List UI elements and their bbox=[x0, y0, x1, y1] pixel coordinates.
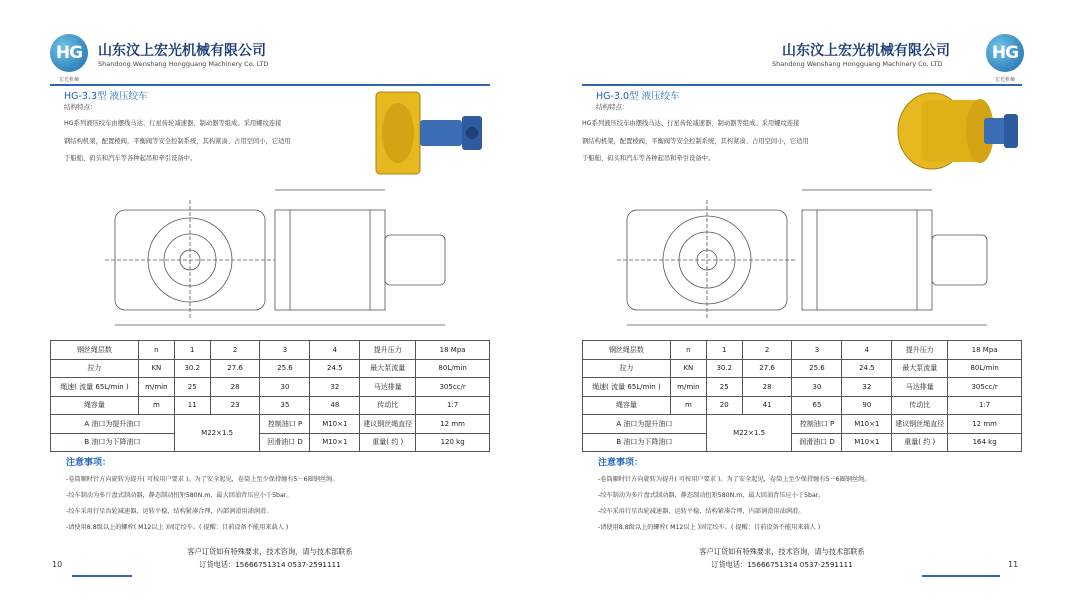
table-cell: KN bbox=[138, 359, 174, 378]
contact-phone: 订货电话：15666751314 0537-2591111 bbox=[711, 560, 853, 569]
table-cell: 28 bbox=[210, 378, 260, 397]
table-cell: 1 bbox=[706, 341, 742, 360]
table-cell: 重量( 约 ) bbox=[892, 433, 948, 452]
table-cell: 1:7 bbox=[416, 396, 490, 415]
table-cell: 25.6 bbox=[792, 359, 842, 378]
company-logo: HG bbox=[50, 34, 88, 72]
page-header bbox=[50, 32, 490, 84]
table-cell: 绳容量 bbox=[51, 396, 139, 415]
table-cell: 重量( 约 ) bbox=[360, 433, 416, 452]
table-cell: 控制油口 P bbox=[260, 415, 310, 434]
table-cell: 30 bbox=[260, 378, 310, 397]
company-name-cn: 山东汶上宏光机械有限公司 bbox=[98, 43, 266, 59]
model-title: HG-3.3型 液压绞车 bbox=[64, 91, 148, 102]
contact-info bbox=[662, 545, 902, 571]
table-cell: n bbox=[138, 341, 174, 360]
table-cell: 拉力 bbox=[583, 359, 671, 378]
table-cell: 3 bbox=[792, 341, 842, 360]
table-cell: 20 bbox=[706, 396, 742, 415]
contact-line: 客户订货如有特殊要求，技术咨询，请与技术部联系 bbox=[699, 547, 865, 556]
table-cell: 30.2 bbox=[174, 359, 210, 378]
features-text bbox=[64, 115, 334, 168]
table-cell: 控制油口 P bbox=[792, 415, 842, 434]
table-cell: 164 kg bbox=[948, 433, 1022, 452]
table-row bbox=[583, 396, 1022, 415]
table-cell: 32 bbox=[310, 378, 360, 397]
table-cell: M22×1.5 bbox=[706, 415, 792, 452]
table-cell: M22×1.5 bbox=[174, 415, 260, 452]
table-row bbox=[51, 433, 490, 452]
features-text bbox=[582, 115, 852, 168]
table-cell: 65 bbox=[792, 396, 842, 415]
table-cell: 28 bbox=[742, 378, 792, 397]
features-line: 钢结构机架，配置棱阀，平衡阀等安全控制系统，其构紧凑、占用空间小，它适用 bbox=[582, 137, 809, 145]
table-cell: 建议钢丝绳直径 bbox=[892, 415, 948, 434]
note-item: -卷筒顺时针方向旋转为提升( 可按用户要求 )。为了安全起见，卷筒上至少保持缠有5－6圈钢丝绳。 bbox=[598, 476, 871, 483]
table-cell: 提升压力 bbox=[892, 341, 948, 360]
table-cell: 18 Mpa bbox=[948, 341, 1022, 360]
table-cell: 最大泵流量 bbox=[892, 359, 948, 378]
table-cell: A 油口为提升油口 bbox=[51, 415, 175, 434]
table-cell: 钢丝绳层数 bbox=[51, 341, 139, 360]
company-name-en: Shandong Wenshang Hongguang Machinery Co. LTD bbox=[98, 60, 269, 68]
table-cell: 11 bbox=[174, 396, 210, 415]
table-cell: 32 bbox=[842, 378, 892, 397]
table-cell: 27.6 bbox=[742, 359, 792, 378]
table-cell: 绳容量 bbox=[583, 396, 671, 415]
note-item: -绞车制动为多片盘式制动器，静态制动扭矩580N.m，最大回油背压应小于5bar。 bbox=[66, 492, 293, 499]
features-title: 结构特点： bbox=[64, 103, 97, 111]
table-cell: 提升压力 bbox=[360, 341, 416, 360]
table-cell: 120 kg bbox=[416, 433, 490, 452]
features-line: 钢结构机架，配置棱阀，平衡阀等安全控制系统，其构紧凑、占用空间小，它适用 bbox=[64, 137, 291, 145]
table-cell: 传动比 bbox=[892, 396, 948, 415]
table-cell: 12 mm bbox=[416, 415, 490, 434]
notes-list bbox=[66, 472, 466, 536]
table-cell: m/min bbox=[138, 378, 174, 397]
table-cell: 马达排量 bbox=[360, 378, 416, 397]
table-cell: M10×1 bbox=[310, 433, 360, 452]
table-cell: 1:7 bbox=[948, 396, 1022, 415]
table-cell: 80L/min bbox=[948, 359, 1022, 378]
table-cell: 35 bbox=[260, 396, 310, 415]
logo-caption: 宏光机械 bbox=[58, 77, 79, 83]
table-cell: KN bbox=[670, 359, 706, 378]
spec-table bbox=[582, 340, 1022, 452]
table-cell: 2 bbox=[210, 341, 260, 360]
table-cell: 1 bbox=[174, 341, 210, 360]
page-number: 11 bbox=[1008, 560, 1019, 569]
features-line: 于船舶、码头和汽车等各种起吊和牵引设备中。 bbox=[64, 155, 197, 162]
note-item: -绞车采用行星齿轮减速器，运转平稳，结构紧凑合理，内部润滑用油润滑。 bbox=[66, 508, 273, 515]
table-cell: m bbox=[670, 396, 706, 415]
table-cell: 30.2 bbox=[706, 359, 742, 378]
table-cell: 马达排量 bbox=[892, 378, 948, 397]
table-row bbox=[583, 433, 1022, 452]
table-cell: 25 bbox=[174, 378, 210, 397]
winch-technical-drawing bbox=[617, 180, 997, 335]
logo-caption: 宏光机械 bbox=[994, 77, 1015, 83]
table-row bbox=[51, 341, 490, 360]
table-cell: 25.6 bbox=[260, 359, 310, 378]
table-cell: 4 bbox=[310, 341, 360, 360]
table-cell: 27.6 bbox=[210, 359, 260, 378]
table-cell: 4 bbox=[842, 341, 892, 360]
table-row bbox=[583, 341, 1022, 360]
table-cell: 绳速( 流量 65L/min ) bbox=[51, 378, 139, 397]
notes-list bbox=[598, 472, 998, 536]
table-cell: 2 bbox=[742, 341, 792, 360]
company-logo: HG bbox=[986, 34, 1024, 72]
features-title: 结构特点： bbox=[596, 103, 629, 111]
table-row bbox=[51, 415, 490, 434]
company-name-en: Shandong Wenshang Hongguang Machinery Co. LTD bbox=[772, 60, 943, 68]
page-header bbox=[582, 32, 1022, 84]
table-cell: A 油口为提升油口 bbox=[583, 415, 707, 434]
table-cell: 12 mm bbox=[948, 415, 1022, 434]
table-row bbox=[51, 396, 490, 415]
winch-technical-drawing bbox=[105, 180, 465, 335]
table-cell: m/min bbox=[670, 378, 706, 397]
note-item: -绞车采用行星齿轮减速器，运转平稳，结构紧凑合理，内部润滑用油润滑。 bbox=[598, 508, 805, 515]
table-cell: 传动比 bbox=[360, 396, 416, 415]
table-cell: 30 bbox=[792, 378, 842, 397]
table-cell: 建议钢丝绳直径 bbox=[360, 415, 416, 434]
catalog-page-left bbox=[50, 20, 490, 582]
table-cell: 18 Mpa bbox=[416, 341, 490, 360]
table-cell: B 油口为下降油口 bbox=[51, 433, 175, 452]
table-cell: m bbox=[138, 396, 174, 415]
company-name-cn: 山东汶上宏光机械有限公司 bbox=[782, 43, 950, 59]
table-cell: 3 bbox=[260, 341, 310, 360]
table-cell: 305cc/r bbox=[416, 378, 490, 397]
table-cell: M10×1 bbox=[310, 415, 360, 434]
table-row bbox=[583, 378, 1022, 397]
table-cell: 润滑油口 D bbox=[792, 433, 842, 452]
table-row bbox=[583, 415, 1022, 434]
table-cell: 48 bbox=[310, 396, 360, 415]
contact-phone: 订货电话：15666751314 0537-2591111 bbox=[199, 560, 341, 569]
table-cell: 23 bbox=[210, 396, 260, 415]
features-line: HG系列液压绞车由摆线马达、行星齿轮减速器、制动器等组成。采用螺纹连接 bbox=[582, 120, 800, 127]
table-cell: 拉力 bbox=[51, 359, 139, 378]
winch-photo bbox=[892, 86, 1022, 176]
table-cell: 24.5 bbox=[842, 359, 892, 378]
model-title: HG-3.0型 液压绞车 bbox=[596, 91, 680, 102]
table-cell: B 油口为下降油口 bbox=[583, 433, 707, 452]
table-cell: M10×1 bbox=[842, 415, 892, 434]
table-cell: 90 bbox=[842, 396, 892, 415]
note-item: -请使用8.8级以上的螺栓( M12以上 )固定绞车。( 提醒：目前设备不能用来载人 ) bbox=[66, 524, 289, 531]
footer-rule bbox=[72, 575, 132, 577]
table-cell: 41 bbox=[742, 396, 792, 415]
table-cell: 最大泵流量 bbox=[360, 359, 416, 378]
table-row bbox=[583, 359, 1022, 378]
table-cell: M10×1 bbox=[842, 433, 892, 452]
table-cell: 80L/min bbox=[416, 359, 490, 378]
table-row bbox=[51, 378, 490, 397]
winch-photo bbox=[370, 86, 490, 181]
contact-line: 客户订货如有特殊要求，技术咨询，请与技术部联系 bbox=[187, 547, 353, 556]
table-cell: 25 bbox=[706, 378, 742, 397]
note-item: -请使用8.8级以上的螺栓( M12以上 )固定绞车。( 提醒：目前设备不能用来载人 ) bbox=[598, 524, 821, 531]
table-cell: 钢丝绳层数 bbox=[583, 341, 671, 360]
notes-title: 注意事项： bbox=[66, 458, 112, 468]
contact-info bbox=[150, 545, 390, 571]
note-item: -绞车制动为多片盘式制动器，静态制动扭矩580N.m，最大回油背压应小于5bar。 bbox=[598, 492, 825, 499]
table-cell: n bbox=[670, 341, 706, 360]
table-cell: 绳速( 流量 65L/min ) bbox=[583, 378, 671, 397]
catalog-page-right bbox=[582, 20, 1022, 582]
features-line: 于船舶、码头和汽车等各种起吊和牵引设备中。 bbox=[582, 155, 715, 162]
spec-table bbox=[50, 340, 490, 452]
footer-rule bbox=[922, 575, 1000, 577]
page-number: 10 bbox=[52, 560, 63, 569]
notes-title: 注意事项： bbox=[598, 458, 644, 468]
table-cell: 305cc/r bbox=[948, 378, 1022, 397]
table-row bbox=[51, 359, 490, 378]
table-cell: 回滑油口 D bbox=[260, 433, 310, 452]
table-cell: 24.5 bbox=[310, 359, 360, 378]
features-line: HG系列液压绞车由摆线马达、行星齿轮减速器、制动器等组成。采用螺纹连接 bbox=[64, 120, 282, 127]
note-item: -卷筒顺时针方向旋转为提升( 可按用户要求 )。为了安全起见，卷筒上至少保持缠有5－6圈钢丝绳。 bbox=[66, 476, 339, 483]
